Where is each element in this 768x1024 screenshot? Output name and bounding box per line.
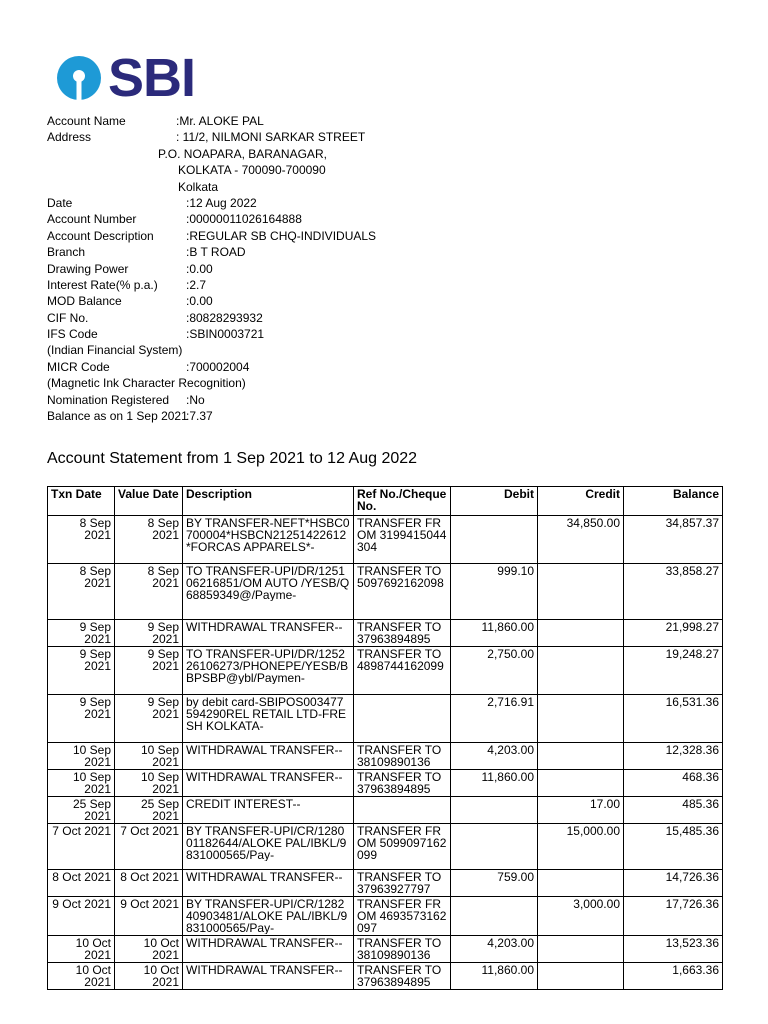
cell-balance: [624, 516, 723, 564]
table-row: [48, 936, 723, 963]
cell-balance-text: 34,857.37: [665, 517, 719, 529]
cell-description: [183, 564, 354, 620]
cell-ref-text: TRANSFER TO 37963894895: [357, 964, 442, 988]
cell-credit: [538, 936, 624, 963]
table-row: [48, 870, 723, 897]
cell-credit: [538, 897, 624, 936]
cell-description: [183, 897, 354, 936]
table-row: [48, 743, 723, 770]
sbi-logo-text: SBI: [108, 48, 196, 108]
account-info-label: Address: [47, 130, 92, 145]
cell-ref: [354, 516, 451, 564]
cell-debit: [451, 897, 538, 936]
cell-txn-date: [48, 897, 115, 936]
cell-txn-date-text: 10 Oct 2021: [75, 937, 111, 961]
cell-debit-text: 4,203.00: [487, 937, 534, 949]
table-row: [48, 695, 723, 743]
cell-balance-text: 14,726.36: [665, 871, 719, 883]
account-info-value: KOLKATA - 700090-700090: [178, 163, 326, 178]
table-row: [48, 620, 723, 647]
cell-credit: [538, 770, 624, 797]
cell-value-date: [115, 743, 183, 770]
cell-value-date-text: 9 Sep 2021: [147, 648, 179, 672]
cell-description: [183, 516, 354, 564]
cell-credit: [538, 564, 624, 620]
cell-value-date: [115, 647, 183, 695]
account-info-label: (Magnetic Ink Character Recognition): [47, 376, 246, 391]
cell-balance: [624, 897, 723, 936]
account-info-label: MOD Balance: [47, 294, 122, 309]
account-info-label: Account Description: [47, 228, 154, 243]
cell-debit: [451, 770, 538, 797]
cell-value-date: [115, 564, 183, 620]
cell-credit-text: 17.00: [589, 798, 620, 810]
cell-txn-date-text: 10 Sep 2021: [72, 771, 111, 795]
cell-value-date-text: 8 Oct 2021: [120, 871, 179, 883]
cell-description: [183, 695, 354, 743]
cell-description: [183, 963, 354, 990]
cell-credit: [538, 516, 624, 564]
cell-credit-text: 15,000.00: [566, 825, 620, 837]
cell-balance-text: 13,523.36: [665, 937, 719, 949]
cell-balance-text: 12,328.36: [665, 744, 719, 756]
cell-txn-date: [48, 770, 115, 797]
cell-value-date: [115, 695, 183, 743]
cell-txn-date-text: 9 Oct 2021: [52, 898, 111, 910]
cell-txn-date-text: 9 Sep 2021: [79, 621, 111, 645]
cell-credit: [538, 620, 624, 647]
cell-txn-date: [48, 647, 115, 695]
cell-description-text: CREDIT INTEREST--: [186, 798, 301, 810]
cell-description-text: WITHDRAWAL TRANSFER--: [186, 621, 343, 633]
table-row: [48, 770, 723, 797]
account-info-value: :No: [186, 392, 205, 407]
account-info-value: :700002004: [186, 359, 250, 374]
cell-description-text: WITHDRAWAL TRANSFER--: [186, 771, 343, 783]
header-debit: Debit: [451, 487, 538, 516]
cell-ref: [354, 824, 451, 870]
cell-description-text: WITHDRAWAL TRANSFER--: [186, 744, 343, 756]
cell-value-date-text: 7 Oct 2021: [120, 825, 179, 837]
cell-balance: [624, 936, 723, 963]
cell-debit: [451, 797, 538, 824]
cell-ref: [354, 647, 451, 695]
account-info-label: CIF No.: [47, 310, 89, 325]
cell-ref: [354, 564, 451, 620]
cell-balance-text: 17,726.36: [665, 898, 719, 910]
cell-value-date-text: 9 Oct 2021: [120, 898, 179, 910]
cell-debit: [451, 516, 538, 564]
cell-ref-text: TRANSFER TO 38109890136: [357, 937, 442, 961]
cell-txn-date-text: 8 Sep 2021: [79, 565, 111, 589]
cell-txn-date-text: 8 Oct 2021: [52, 871, 111, 883]
table-row: [48, 797, 723, 824]
table-row: [48, 564, 723, 620]
cell-balance-text: 468.36: [682, 771, 719, 783]
account-info-value: :SBIN0003721: [186, 327, 265, 342]
cell-ref: [354, 620, 451, 647]
cell-value-date-text: 10 Sep 2021: [140, 771, 179, 795]
header-credit: Credit: [538, 487, 624, 516]
cell-description: [183, 797, 354, 824]
cell-value-date: [115, 897, 183, 936]
account-info-label: Date: [47, 195, 73, 210]
cell-description: [183, 870, 354, 897]
cell-value-date-text: 10 Oct 2021: [143, 937, 179, 961]
cell-value-date: [115, 797, 183, 824]
cell-debit-text: 999.10: [497, 565, 534, 577]
cell-debit: [451, 963, 538, 990]
cell-description: [183, 620, 354, 647]
cell-balance: [624, 620, 723, 647]
cell-value-date-text: 10 Sep 2021: [140, 744, 179, 768]
cell-debit-text: 2,750.00: [487, 648, 534, 660]
cell-value-date: [115, 963, 183, 990]
transactions-table: [47, 486, 723, 990]
table-header-row: [48, 487, 723, 516]
cell-credit: [538, 963, 624, 990]
cell-txn-date-text: 10 Oct 2021: [75, 964, 111, 988]
header-balance: Balance: [624, 487, 723, 516]
cell-txn-date: [48, 516, 115, 564]
cell-description-text: TO TRANSFER-UPI/DR/125226106273/PHONEPE/YESB/BBPSBP@ybl/Paymen-: [186, 648, 349, 684]
cell-balance: [624, 695, 723, 743]
cell-description-text: BY TRANSFER-NEFT*HSBC0700004*HSBCN21251422612*FORCAS APPARELS*-: [186, 517, 350, 553]
cell-txn-date-text: 7 Oct 2021: [52, 825, 111, 837]
cell-value-date: [115, 620, 183, 647]
account-info-value: :7.37: [186, 409, 213, 424]
cell-ref-text: TRANSFER TO 38109890136: [357, 744, 442, 768]
cell-balance-text: 19,248.27: [665, 648, 719, 660]
cell-balance: [624, 564, 723, 620]
cell-ref-text: TRANSFER TO 37963894895: [357, 771, 442, 795]
cell-value-date: [115, 516, 183, 564]
cell-debit-text: 11,860.00: [481, 771, 534, 783]
account-info-label: MICR Code: [47, 359, 110, 374]
cell-debit: [451, 564, 538, 620]
cell-txn-date: [48, 963, 115, 990]
cell-value-date: [115, 824, 183, 870]
cell-value-date-text: 8 Sep 2021: [147, 517, 179, 541]
cell-balance: [624, 870, 723, 897]
cell-debit: [451, 695, 538, 743]
account-info-value: :80828293932: [186, 310, 263, 325]
account-info-value: P.O. NOAPARA, BARANAGAR,: [158, 146, 327, 161]
cell-txn-date-text: 8 Sep 2021: [79, 517, 111, 541]
cell-description-text: BY TRANSFER-UPI/CR/128240903481/ALOKE PAL/IBKL/9831000565/Pay-: [186, 898, 348, 934]
cell-balance-text: 1,663.36: [672, 964, 719, 976]
cell-balance-text: 485.36: [682, 798, 719, 810]
cell-debit-text: 759.00: [497, 871, 534, 883]
cell-txn-date: [48, 936, 115, 963]
cell-description-text: WITHDRAWAL TRANSFER--: [186, 937, 343, 949]
header-ref: Ref No./Cheque No.: [354, 487, 451, 516]
cell-value-date: [115, 870, 183, 897]
cell-balance: [624, 647, 723, 695]
table-row: [48, 516, 723, 564]
cell-txn-date: [48, 695, 115, 743]
cell-debit: [451, 936, 538, 963]
account-info-value: :REGULAR SB CHQ-INDIVIDUALS: [186, 228, 377, 243]
cell-txn-date-text: 10 Sep 2021: [72, 744, 111, 768]
account-info-value: :0.00: [186, 294, 213, 309]
table-row: [48, 897, 723, 936]
cell-debit: [451, 743, 538, 770]
cell-balance: [624, 963, 723, 990]
account-info-label: Branch: [47, 245, 86, 260]
cell-ref: [354, 870, 451, 897]
cell-balance-text: 15,485.36: [665, 825, 719, 837]
cell-credit: [538, 647, 624, 695]
cell-value-date: [115, 936, 183, 963]
cell-txn-date-text: 9 Sep 2021: [79, 648, 111, 672]
cell-ref-text: TRANSFER TO 37963927797: [357, 871, 442, 895]
account-info-label: Drawing Power: [47, 261, 129, 276]
cell-txn-date: [48, 743, 115, 770]
cell-ref-text: TRANSFER FROM 5099097162099: [357, 825, 447, 861]
sbi-logo: [54, 48, 196, 108]
cell-description-text: by debit card-SBIPOS003477594290REL RETAIL LTD-FRESH KOLKATA-: [186, 696, 347, 732]
cell-description: [183, 824, 354, 870]
account-info-value: :B T ROAD: [186, 245, 246, 260]
account-info-value: :00000011026164888: [186, 212, 302, 227]
cell-debit-text: 4,203.00: [487, 744, 534, 756]
account-info-label: (Indian Financial System): [47, 343, 183, 358]
sbi-keyhole-icon: [54, 53, 104, 103]
account-info-value: :Mr. ALOKE PAL: [176, 114, 264, 128]
account-info-value: :0.00: [186, 261, 213, 276]
cell-debit-text: 11,860.00: [481, 621, 534, 633]
cell-ref: [354, 897, 451, 936]
cell-debit: [451, 824, 538, 870]
cell-value-date: [115, 770, 183, 797]
account-info-value: :12 Aug 2022: [186, 195, 257, 210]
cell-txn-date: [48, 870, 115, 897]
account-info-label: Nomination Registered: [47, 392, 170, 407]
cell-ref-text: TRANSFER TO 4898744162099: [357, 648, 444, 672]
cell-value-date-text: 9 Sep 2021: [147, 621, 179, 645]
header-description: Description: [183, 487, 354, 516]
cell-value-date-text: 10 Oct 2021: [143, 964, 179, 988]
cell-balance: [624, 824, 723, 870]
cell-value-date-text: 25 Sep 2021: [140, 798, 179, 822]
cell-debit: [451, 870, 538, 897]
cell-description-text: TO TRANSFER-UPI/DR/125106216851/OM AUTO /YESB/Q68859349@/Payme-: [186, 565, 350, 601]
cell-debit-text: 2,716.91: [487, 696, 534, 708]
cell-txn-date: [48, 564, 115, 620]
cell-debit: [451, 647, 538, 695]
cell-credit-text: 34,850.00: [566, 517, 620, 529]
cell-txn-date-text: 9 Sep 2021: [79, 696, 111, 720]
cell-description-text: BY TRANSFER-UPI/CR/128001182644/ALOKE PAL/IBKL/9831000565/Pay-: [186, 825, 347, 861]
header-value-date: Value Date: [115, 487, 183, 516]
table-row: [48, 824, 723, 870]
account-info-value: Kolkata: [178, 179, 219, 194]
cell-txn-date-text: 25 Sep 2021: [72, 798, 111, 822]
cell-credit: [538, 870, 624, 897]
account-info-value: : 11/2, NILMONI SARKAR STREET: [176, 130, 366, 145]
cell-credit: [538, 797, 624, 824]
cell-value-date-text: 9 Sep 2021: [147, 696, 179, 720]
cell-ref-text: TRANSFER FROM 4693573162097: [357, 898, 447, 934]
cell-txn-date: [48, 797, 115, 824]
account-info-label: IFS Code: [47, 327, 98, 342]
cell-credit: [538, 695, 624, 743]
cell-debit: [451, 620, 538, 647]
cell-balance-text: 16,531.36: [665, 696, 719, 708]
cell-ref: [354, 695, 451, 743]
cell-ref: [354, 743, 451, 770]
cell-balance-text: 21,998.27: [665, 621, 719, 633]
cell-ref: [354, 770, 451, 797]
cell-ref: [354, 797, 451, 824]
header-txn-date: Txn Date: [48, 487, 115, 516]
cell-description-text: WITHDRAWAL TRANSFER--: [186, 871, 343, 883]
cell-ref: [354, 936, 451, 963]
account-info-label: Account Name: [47, 114, 126, 128]
cell-ref-text: TRANSFER FROM 3199415044304: [357, 517, 447, 553]
cell-balance: [624, 770, 723, 797]
account-info-label: Balance as on 1 Sep 2021: [47, 409, 188, 424]
table-row: [48, 963, 723, 990]
account-info-value: :2.7: [186, 277, 207, 292]
cell-balance-text: 33,858.27: [665, 565, 719, 577]
cell-description-text: WITHDRAWAL TRANSFER--: [186, 964, 343, 976]
cell-description: [183, 647, 354, 695]
cell-value-date-text: 8 Sep 2021: [147, 565, 179, 589]
cell-txn-date: [48, 824, 115, 870]
account-info-label: Account Number: [47, 212, 137, 227]
cell-description: [183, 936, 354, 963]
cell-credit: [538, 824, 624, 870]
cell-ref-text: TRANSFER TO 37963894895: [357, 621, 442, 645]
cell-debit-text: 11,860.00: [481, 964, 534, 976]
cell-txn-date: [48, 620, 115, 647]
statement-title: Account Statement from 1 Sep 2021 to 12 Aug 2022: [47, 450, 418, 467]
cell-balance: [624, 797, 723, 824]
cell-ref: [354, 963, 451, 990]
table-row: [48, 647, 723, 695]
cell-credit-text: 3,000.00: [573, 898, 620, 910]
account-info-label: Interest Rate(% p.a.): [47, 277, 158, 292]
cell-description: [183, 743, 354, 770]
cell-credit: [538, 743, 624, 770]
cell-balance: [624, 743, 723, 770]
cell-ref-text: TRANSFER TO 5097692162098: [357, 565, 444, 589]
cell-description: [183, 770, 354, 797]
